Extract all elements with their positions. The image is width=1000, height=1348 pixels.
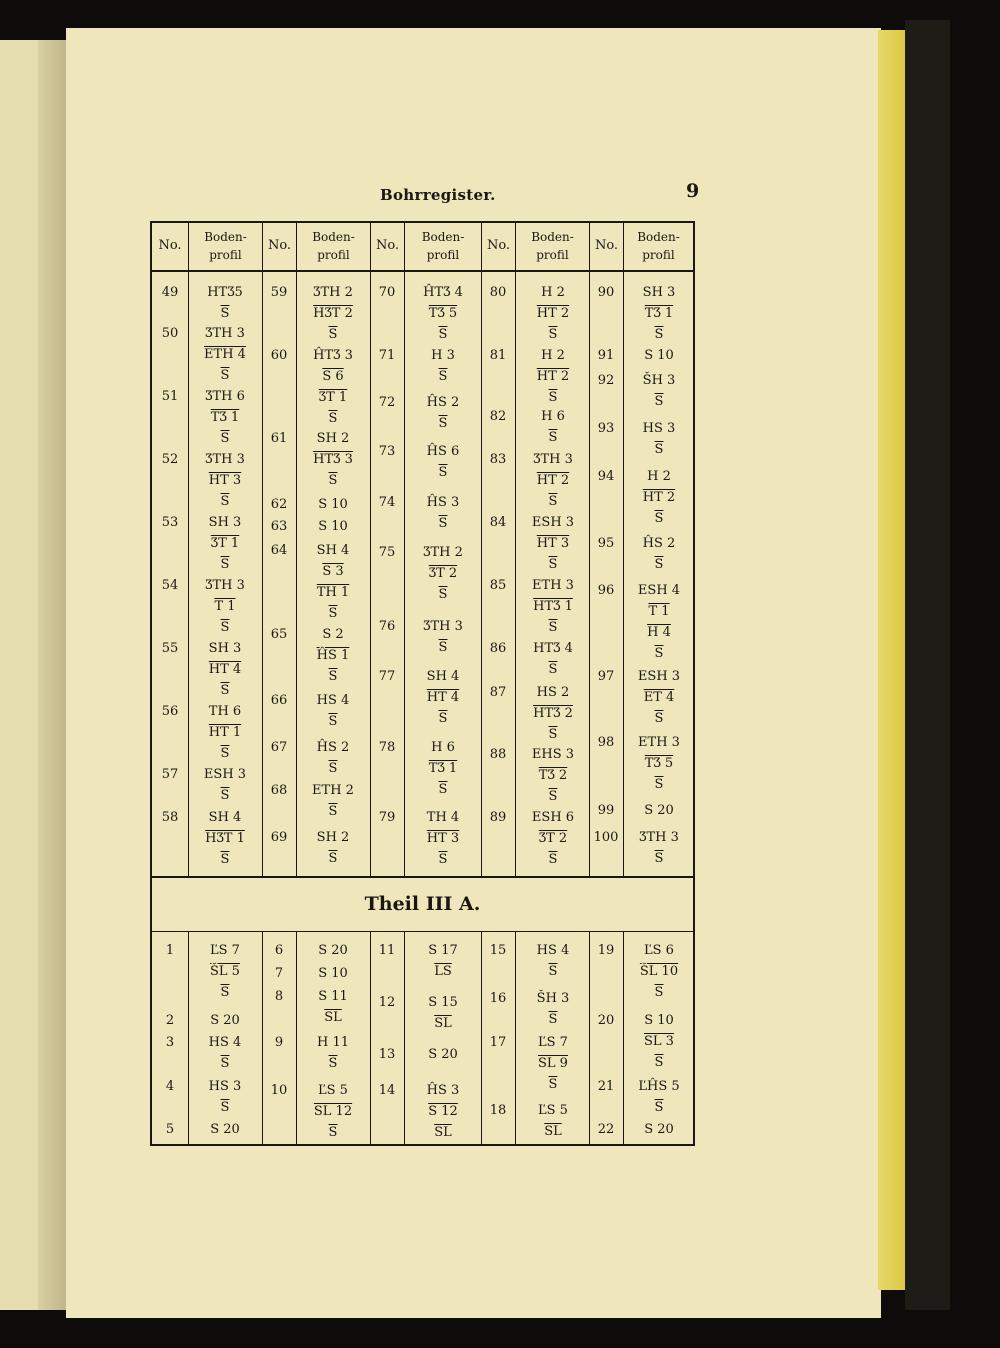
profile-line: TH 1 — [316, 585, 350, 600]
profile-line: $\overline{S}$ — [220, 1056, 230, 1071]
entry-number: 7 — [274, 966, 284, 981]
profile-line: ĽS 5 — [318, 1083, 348, 1098]
register-table — [150, 221, 695, 1146]
entry-number: 98 — [597, 735, 615, 750]
profile-line: $\overline{S}$ — [220, 368, 230, 383]
profile-line: ESH 3 — [203, 767, 247, 782]
profile-line: $\overline{SL}$ — [544, 1124, 562, 1139]
entry-number: 96 — [597, 583, 615, 598]
profile-line: ESH 3 — [637, 669, 681, 684]
entry-number: 56 — [161, 704, 179, 719]
profile-line: EHS 3 — [531, 747, 575, 762]
profile-line: $\overline{S}$ — [220, 431, 230, 446]
header-profile-5: Boden- profil — [637, 230, 680, 262]
profile-line: $\overline{S}$ — [438, 711, 448, 726]
profile-line: ƷTH 3 — [205, 326, 245, 341]
entry-number: 72 — [378, 395, 396, 410]
col-rule — [404, 931, 405, 1144]
entry-number: 2 — [165, 1013, 175, 1028]
profile-line: H 6 — [431, 740, 455, 755]
entry-number: 82 — [489, 409, 507, 424]
profile-line: $\overline{S}$ — [548, 557, 558, 572]
profile-line: HT 2 — [536, 473, 570, 488]
profile-line: $\overline{S}$ — [548, 390, 558, 405]
entry-number: 73 — [378, 444, 396, 459]
entry-number: 50 — [161, 326, 179, 341]
entry-number: 77 — [378, 669, 396, 684]
profile-line: ESH 4 — [637, 583, 681, 598]
entry-number: 52 — [161, 452, 179, 467]
col-rule — [515, 223, 516, 876]
entry-number: 97 — [597, 669, 615, 684]
profile-line: T 1 — [214, 599, 236, 614]
header-no-4: No. — [486, 238, 511, 254]
profile-line: ŠH 3 — [536, 991, 570, 1006]
profile-line: $\overline{S}$ — [220, 306, 230, 321]
header-no-5: No. — [594, 238, 619, 254]
profile-line: ETH 3 — [638, 735, 680, 750]
profile-line: $\overline{S}$ — [220, 788, 230, 803]
profile-line: SH 2 — [316, 431, 350, 446]
profile-line: $\overline{S}$ — [548, 662, 558, 677]
profile-line: $\overline{S}$ — [438, 587, 448, 602]
col-rule — [370, 223, 371, 876]
profile-line: HS 4 — [208, 1035, 242, 1050]
profile-line: H 2 — [647, 469, 671, 484]
profile-line: HS 4 — [316, 693, 350, 708]
profile-line: $\overline{S}$ — [328, 851, 338, 866]
profile-line: ƷTH 2 — [313, 285, 353, 300]
entry-number: 20 — [597, 1013, 615, 1028]
entry-number: 22 — [597, 1122, 615, 1137]
profile-line: ĤS 2 — [642, 536, 676, 551]
profile-line: $\overline{S}$ — [220, 852, 230, 867]
profile-line: HTƷ 2 — [533, 706, 573, 721]
profile-line: HT 2 — [536, 369, 570, 384]
entry-number: 17 — [489, 1035, 507, 1050]
profile-line: SL 9 — [538, 1056, 568, 1071]
profile-line: ƷTH 3 — [639, 830, 679, 845]
profile-line: ĽS 6 — [644, 943, 674, 958]
profile-line: ƷT 1 — [210, 536, 240, 551]
profile-line: S 20 — [210, 1013, 240, 1028]
profile-line: S 12 — [428, 1104, 458, 1119]
entry-number: 100 — [593, 830, 619, 845]
profile-line: S 10 — [644, 348, 674, 363]
profile-line: $\overline{S}$ — [438, 416, 448, 431]
profile-line: HTƷ 4 — [533, 641, 573, 656]
profile-line: $\overline{S}$ — [654, 511, 664, 526]
profile-line: $\overline{S}$ — [438, 327, 448, 342]
profile-line: $\overline{S}$ — [220, 746, 230, 761]
profile-line: ĤS 6 — [426, 444, 460, 459]
entry-number: 80 — [489, 285, 507, 300]
profile-line: $\overline{S}$ — [548, 620, 558, 635]
profile-line: $\overline{S}$ — [654, 777, 664, 792]
profile-line: $\overline{S}$ — [438, 369, 448, 384]
section-title: Theil III A. — [364, 893, 481, 915]
col-rule — [188, 931, 189, 1144]
profile-line: $\overline{S}$ — [220, 985, 230, 1000]
entry-number: 63 — [270, 519, 288, 534]
profile-line: $\overline{S}$ — [328, 1125, 338, 1140]
profile-line: ESH 6 — [531, 810, 575, 825]
profile-line: HT 2 — [642, 490, 676, 505]
profile-line: $\overline{S}$ — [548, 494, 558, 509]
profile-line: H 2 — [541, 348, 565, 363]
col-rule — [589, 223, 590, 876]
profile-line: ĤS 3 — [426, 495, 460, 510]
profile-line: $\overline{S}$ — [438, 782, 448, 797]
entry-number: 76 — [378, 619, 396, 634]
profile-line: ĤS 2 — [316, 740, 350, 755]
profile-line: H 2 — [541, 285, 565, 300]
header-profile-2: Boden- profil — [312, 230, 355, 262]
profile-line: $\overline{S}$ — [220, 494, 230, 509]
profile-line: $\overline{S}$ — [438, 640, 448, 655]
profile-line: $\overline{S}$ — [220, 620, 230, 635]
entry-number: 99 — [597, 803, 615, 818]
profile-line: HT 3 — [426, 831, 460, 846]
profile-line: $\overline{S}$ — [654, 557, 664, 572]
profile-line: $\overline{S}$ — [654, 711, 664, 726]
profile-line: $\overline{SL}$ — [434, 1125, 452, 1140]
profile-line: $\overline{S}$ — [654, 327, 664, 342]
header-profile-4: Boden- profil — [531, 230, 574, 262]
profile-line: HTƷ 1 — [533, 599, 573, 614]
profile-line: TƷ 1 — [428, 761, 458, 776]
entry-number: 16 — [489, 991, 507, 1006]
entry-number: 90 — [597, 285, 615, 300]
profile-line: HT 1 — [208, 725, 242, 740]
profile-line: $\overline{S}$ — [328, 714, 338, 729]
profile-line: HT 4 — [208, 662, 242, 677]
profile-line: $\overline{S}$ — [654, 1100, 664, 1115]
profile-line: $\overline{S}$ — [548, 852, 558, 867]
book-spine — [905, 20, 950, 1310]
profile-line: HT 3 — [208, 473, 242, 488]
profile-line: SH 4 — [316, 543, 350, 558]
entry-number: 85 — [489, 578, 507, 593]
profile-line: S 15 — [428, 995, 458, 1010]
profile-line: ƷTH 2 — [423, 545, 463, 560]
profile-line: ƷTH 3 — [205, 452, 245, 467]
profile-line: $\overline{S}$ — [220, 683, 230, 698]
profile-line: ĤS 2 — [426, 395, 460, 410]
entry-number: 79 — [378, 810, 396, 825]
profile-line: $\overline{SL}$ — [324, 1010, 342, 1025]
profile-line: $\overline{S}$ — [438, 852, 448, 867]
profile-line: $\overline{S}$ — [654, 851, 664, 866]
profile-line: $\overline{S}$ — [438, 465, 448, 480]
profile-line: ETH 4 — [204, 347, 246, 362]
entry-number: 15 — [489, 943, 507, 958]
col-rule — [481, 931, 482, 1144]
entry-number: 14 — [378, 1083, 396, 1098]
entry-number: 58 — [161, 810, 179, 825]
entry-number: 61 — [270, 431, 288, 446]
profile-line: $\overline{S}$ — [548, 727, 558, 742]
entry-number: 5 — [165, 1122, 175, 1137]
profile-line: H 3 — [431, 348, 455, 363]
profile-line: S 20 — [644, 803, 674, 818]
profile-line: HƷT 2 — [313, 306, 353, 321]
header-profile-1: Boden- profil — [204, 230, 247, 262]
entry-number: 57 — [161, 767, 179, 782]
profile-line: S 11 — [318, 989, 348, 1004]
entry-number: 62 — [270, 497, 288, 512]
entry-number: 64 — [270, 543, 288, 558]
entry-number: 92 — [597, 373, 615, 388]
entry-number: 12 — [378, 995, 396, 1010]
entry-number: 69 — [270, 830, 288, 845]
entry-number: 75 — [378, 545, 396, 560]
entry-number: 1 — [165, 943, 175, 958]
header-profile-3: Boden- profil — [421, 230, 465, 262]
entry-number: 87 — [489, 685, 507, 700]
profile-line: $\overline{S}$ — [220, 1100, 230, 1115]
profile-line: S 3 — [322, 564, 344, 579]
profile-line: ET 4 — [643, 690, 675, 705]
col-rule — [623, 223, 624, 876]
profile-line: TƷ 2 — [538, 768, 568, 783]
profile-line: SH 3 — [208, 515, 242, 530]
col-rule — [589, 931, 590, 1144]
entry-number: 86 — [489, 641, 507, 656]
profile-line: ŠH 3 — [642, 373, 676, 388]
entry-number: 6 — [274, 943, 284, 958]
col-rule — [188, 223, 189, 876]
entry-number: 81 — [489, 348, 507, 363]
profile-line: $\overline{S}$ — [328, 669, 338, 684]
entry-number: 51 — [161, 389, 179, 404]
profile-line: $\overline{S}$ — [328, 761, 338, 776]
entry-number: 11 — [378, 943, 396, 958]
entry-number: 71 — [378, 348, 396, 363]
profile-line: TƷ 1 — [644, 306, 674, 321]
header-no-3: No. — [375, 238, 400, 254]
col-rule — [404, 223, 405, 876]
profile-line: S 10 — [318, 519, 348, 534]
profile-line: $\overline{S}$ — [654, 1055, 664, 1070]
profile-line: T 1 — [648, 604, 670, 619]
profile-line: ĤS 3 — [426, 1083, 460, 1098]
entry-number: 91 — [597, 348, 615, 363]
profile-line: ƷT 1 — [318, 390, 348, 405]
profile-line: S 10 — [318, 497, 348, 512]
profile-line: S 20 — [318, 943, 348, 958]
profile-line: ĽS 7 — [538, 1035, 568, 1050]
entry-number: 18 — [489, 1103, 507, 1118]
profile-line: HT 2 — [536, 306, 570, 321]
entry-number: 49 — [161, 285, 179, 300]
profile-line: $\overline{S}$ — [328, 804, 338, 819]
profile-line: ŠL 10 — [639, 964, 679, 979]
profile-line: S 2 — [322, 627, 344, 642]
entry-number: 60 — [270, 348, 288, 363]
profile-line: $\overline{S}$ — [548, 327, 558, 342]
col-rule — [296, 931, 297, 1144]
profile-line: S 17 — [428, 943, 458, 958]
entry-number: 94 — [597, 469, 615, 484]
profile-line: ƷTH 3 — [423, 619, 463, 634]
col-rule — [370, 931, 371, 1144]
profile-line: ĤTƷ 3 — [313, 348, 353, 363]
profile-line: $\overline{S}$ — [548, 430, 558, 445]
entry-number: 95 — [597, 536, 615, 551]
profile-line: $\overline{S}$ — [438, 516, 448, 531]
entry-number: 21 — [597, 1079, 615, 1094]
profile-line: $\overline{S}$ — [654, 985, 664, 1000]
entry-number: 8 — [274, 989, 284, 1004]
profile-line: $\overline{S}$ — [220, 557, 230, 572]
profile-line: SH 4 — [426, 669, 460, 684]
entry-number: 67 — [270, 740, 288, 755]
profile-line: ETH 2 — [312, 783, 354, 798]
entry-number: 9 — [274, 1035, 284, 1050]
header-no-1: No. — [158, 238, 182, 254]
entry-number: 3 — [165, 1035, 175, 1050]
profile-line: SH 4 — [208, 810, 242, 825]
profile-line: SL 12 — [313, 1104, 353, 1119]
entry-number: 65 — [270, 627, 288, 642]
profile-line: $\overline{S}$ — [548, 1012, 558, 1027]
profile-line: H 6 — [541, 409, 565, 424]
book-gutter — [38, 40, 68, 1310]
profile-line: HTƷ 3 — [313, 452, 353, 467]
entry-number: 74 — [378, 495, 396, 510]
col-rule — [623, 931, 624, 1144]
profile-line: SH 2 — [316, 830, 350, 845]
profile-line: HS 2 — [536, 685, 570, 700]
col-rule — [262, 223, 263, 876]
profile-line: S 10 — [318, 966, 348, 981]
entry-number: 88 — [489, 747, 507, 762]
profile-line: S 20 — [210, 1122, 240, 1137]
profile-line: ĽS 7 — [210, 943, 240, 958]
profile-line: $\overline{S}$ — [654, 394, 664, 409]
entry-number: 78 — [378, 740, 396, 755]
profile-line: H 4 — [647, 625, 671, 640]
profile-line: SL 3 — [644, 1034, 674, 1049]
profile-line: TH 6 — [208, 704, 242, 719]
profile-line: TH 4 — [426, 810, 460, 825]
col-rule — [296, 223, 297, 876]
profile-line: ĤTƷ 4 — [423, 285, 463, 300]
profile-line: HS 3 — [642, 421, 676, 436]
entry-number: 4 — [165, 1079, 175, 1094]
profile-line: HTƷ5 — [207, 285, 243, 300]
profile-line: TƷ 5 — [428, 306, 458, 321]
profile-line: $\overline{S}$ — [654, 646, 664, 661]
profile-line: ƷT 2 — [538, 831, 568, 846]
entry-number: 68 — [270, 783, 288, 798]
entry-number: 70 — [378, 285, 396, 300]
profile-line: ETH 3 — [532, 578, 574, 593]
profile-line: HS 4 — [536, 943, 570, 958]
entry-number: 83 — [489, 452, 507, 467]
col-rule — [515, 931, 516, 1144]
profile-line: ĽS 5 — [538, 1103, 568, 1118]
profile-line: TƷ 5 — [644, 756, 674, 771]
profile-line: $\overline{S}$ — [328, 411, 338, 426]
profile-line: SH 3 — [208, 641, 242, 656]
profile-line: ĤS 1 — [316, 648, 350, 663]
header-rule — [152, 270, 693, 272]
profile-line: ƷTH 3 — [533, 452, 573, 467]
entry-number: 93 — [597, 421, 615, 436]
entry-number: 13 — [378, 1047, 396, 1062]
profile-line: H 11 — [316, 1035, 349, 1050]
profile-line: S 10 — [644, 1013, 674, 1028]
profile-line: ĽĤS 5 — [638, 1079, 680, 1094]
profile-line: HT 3 — [536, 536, 570, 551]
profile-line: HT 4 — [426, 690, 460, 705]
profile-line: $\overline{SL}$ — [434, 1016, 452, 1031]
entry-number: 59 — [270, 285, 288, 300]
section-rule-top — [152, 876, 693, 878]
profile-line: $\overline{S}$ — [548, 1077, 558, 1092]
profile-line: $\overline{LS}$ — [434, 964, 452, 979]
profile-line: HS 3 — [208, 1079, 242, 1094]
col-rule — [262, 931, 263, 1144]
entry-number: 89 — [489, 810, 507, 825]
profile-line: ƷTH 3 — [205, 578, 245, 593]
section-rule-bottom — [152, 931, 693, 932]
profile-line: SH 3 — [642, 285, 676, 300]
profile-line: S 6 — [322, 369, 344, 384]
entry-number: 53 — [161, 515, 179, 530]
entry-number: 19 — [597, 943, 615, 958]
profile-line: ESH 3 — [531, 515, 575, 530]
entry-number: 10 — [270, 1083, 288, 1098]
running-head: Bohrregister. — [380, 186, 496, 204]
page-number: 9 — [686, 180, 700, 202]
profile-line: $\overline{S}$ — [328, 327, 338, 342]
profile-line: $\overline{S}$ — [328, 1056, 338, 1071]
entry-number: 84 — [489, 515, 507, 530]
profile-line: $\overline{S}$ — [548, 964, 558, 979]
profile-line: S 20 — [644, 1122, 674, 1137]
entry-number: 66 — [270, 693, 288, 708]
profile-line: ƷTH 6 — [205, 389, 245, 404]
profile-line: $\overline{S}$ — [328, 606, 338, 621]
entry-number: 54 — [161, 578, 179, 593]
profile-line: ŠL 5 — [210, 964, 240, 979]
profile-line: S 20 — [428, 1047, 458, 1062]
entry-number: 55 — [161, 641, 179, 656]
profile-line: ƷT 2 — [428, 566, 458, 581]
profile-line: $\overline{S}$ — [548, 789, 558, 804]
profile-line: TƷ 1 — [210, 410, 240, 425]
profile-line: $\overline{S}$ — [654, 442, 664, 457]
col-rule — [481, 223, 482, 876]
profile-line: $\overline{S}$ — [328, 473, 338, 488]
header-no-2: No. — [267, 238, 292, 254]
profile-line: HƷT 1 — [205, 831, 245, 846]
